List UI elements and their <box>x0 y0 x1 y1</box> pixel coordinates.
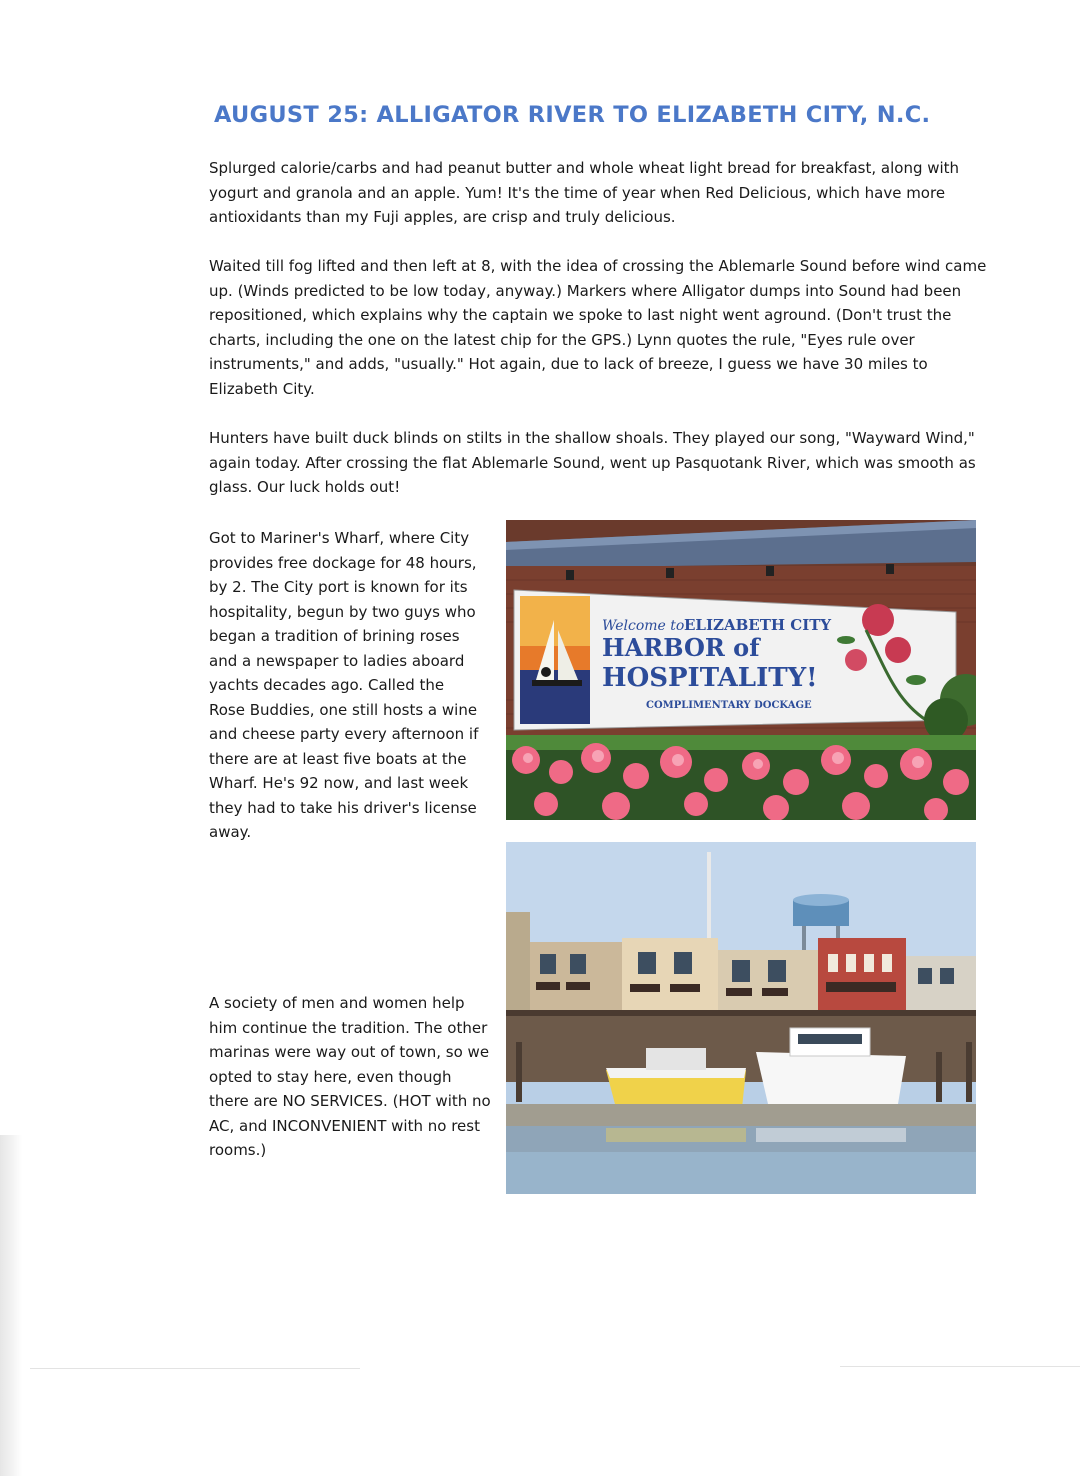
sign-dockage-text: COMPLIMENTARY DOCKAGE <box>646 700 812 711</box>
sign-harbor-text: HARBOR of <box>602 633 760 662</box>
scan-edge-shadow <box>0 1135 22 1476</box>
scan-artifact-line <box>840 1366 1080 1367</box>
sign-welcome-text: Welcome to <box>602 618 685 634</box>
scan-artifact-line <box>30 1368 360 1369</box>
page-title: AUGUST 25: ALLIGATOR RIVER TO ELIZABETH CITY, N.C. <box>214 102 931 128</box>
paragraph-breakfast: Splurged calorie/carbs and had peanut butter and whole wheat light bread for breakfast, along with yogurt and granola and an apple. Yum! It's the time of year when Red Delicious, which have more antioxidants than my Fuji apples, are crisp and truly delicious. <box>209 159 960 226</box>
sign-hospitality-text: HOSPITALITY! <box>602 663 818 693</box>
harbor-sign-photo <box>506 520 976 820</box>
paragraph-society: A society of men and women help him continue the tradition. The other marinas were way out of town, so we opted to stay here, even though there are NO SERVICES. (HOT with no AC, and INCONVENIENT with no rest rooms.) <box>209 994 491 1159</box>
paragraph-mariners-wharf: Got to Mariner's Wharf, where City provides free dockage for 48 hours, by 2. The City port is known for its hospitality, begun by two guys who began a tradition of brining roses and a newspaper to ladies aboard yachts decades ago. Called the Rose Buddies, one still hosts a wine and cheese party every afternoon if there are at least five boats at the Wharf. He's 92 now, and last week they had to take his driver's license away. <box>209 529 479 841</box>
paragraph-departure: Waited till fog lifted and then left at 8, with the idea of crossing the Ablemarle Sound before wind came up. (Winds predicted to be low today, anyway.) Markers where Alligator dumps into Sound had been repositioned, which explains why the captain we spoke to last night went aground. (Don't trust the charts, including the one on the latest chip for the GPS.) Lynn quotes the rule, "Eyes rule over instruments," and adds, "usually." Hot again, due to lack of breeze, I guess we have 30 miles to Elizabeth City. <box>209 257 987 398</box>
waterfront-photo <box>506 842 976 1194</box>
paragraph-duck-blinds: Hunters have built duck blinds on stilts in the shallow shoals. They played our song, "Wayward Wind," again today. After crossing the flat Ablemarle Sound, went up Pasquotank River, which was smooth as glass. Our luck holds out! <box>209 429 976 496</box>
sign-city-text: ELIZABETH CITY <box>684 616 832 634</box>
